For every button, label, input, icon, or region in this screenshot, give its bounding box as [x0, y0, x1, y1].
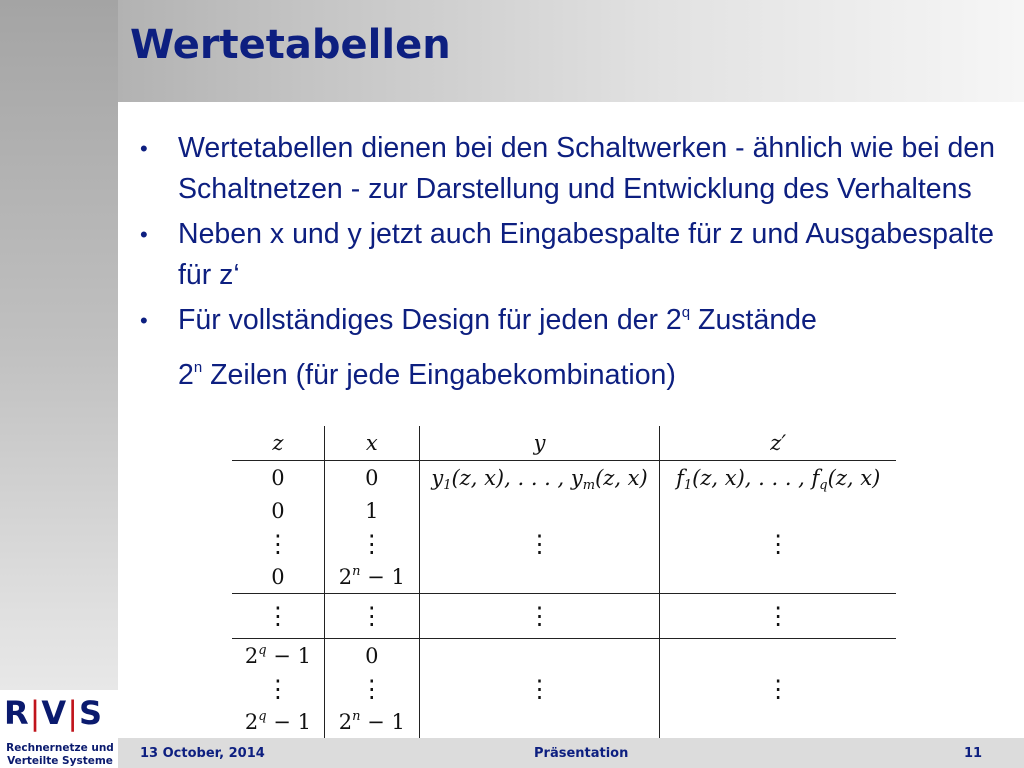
logo-subtitle: Rechnernetze und Verteilte Systeme	[6, 742, 114, 767]
table-header-row	[232, 426, 896, 461]
bullet-item	[140, 128, 1000, 210]
bullet-icon: •	[140, 308, 148, 333]
y-expression: $y_1(z$, x), . . . , $y_m(z$, x)	[419, 461, 660, 495]
bullet-icon: •	[140, 222, 148, 247]
left-band	[0, 0, 118, 768]
bullet-icon: •	[140, 136, 148, 161]
logo-mark: R|V|S	[4, 694, 104, 732]
table-row: ⋮ ⋮ ⋮ ⋮	[232, 672, 896, 705]
page-number: 11	[964, 746, 983, 761]
footer-title: Präsentation	[534, 746, 629, 761]
bullet-item	[140, 214, 1000, 296]
header-z: z	[232, 426, 324, 461]
table-row: ⋮ ⋮ ⋮ ⋮	[232, 527, 896, 560]
z-next-expression: $f_1(z$, x), . . . , $f_q(z$, x)	[660, 461, 896, 495]
header-x: x	[324, 426, 419, 461]
slide-title: Wertetabellen	[130, 22, 451, 68]
table-row: ⋮ ⋮ ⋮ ⋮	[232, 594, 896, 639]
bullet-list	[140, 128, 1000, 400]
bullet-text: Für vollständiges Design für jeden der 2$^q$ Zustände 2$^n$ Zeilen (für jede Eingabekombination)	[178, 304, 817, 391]
header-y: y	[419, 426, 660, 461]
footer-date: 13 October, 2014	[140, 746, 265, 761]
value-table	[232, 426, 896, 738]
footer-bar	[118, 738, 1024, 768]
table-row: 0 $2^n - 1$	[232, 560, 896, 594]
bullet-text: Wertetabellen dienen bei den Schaltwerken - ähnlich wie bei den Schaltnetzen - zur Darstellung und Entwicklung des Verhaltens	[178, 132, 995, 205]
table-row: $2^q - 1$ $2^n - 1$	[232, 705, 896, 738]
table-row: 0 0 $y_1(z$, x), . . . , $y_m(z$, x) $f_1(z$, x), . . . , $f_q(z$, x)	[232, 461, 896, 495]
table-row: 0 1	[232, 494, 896, 527]
table-row: $2^q - 1$ 0	[232, 639, 896, 673]
bullet-item	[140, 300, 1000, 396]
rvs-logo	[0, 690, 118, 768]
bullet-text: Neben x und y jetzt auch Eingabespalte für z und Ausgabespalte für z‘	[178, 218, 994, 291]
header-z-next: z′	[660, 426, 896, 461]
